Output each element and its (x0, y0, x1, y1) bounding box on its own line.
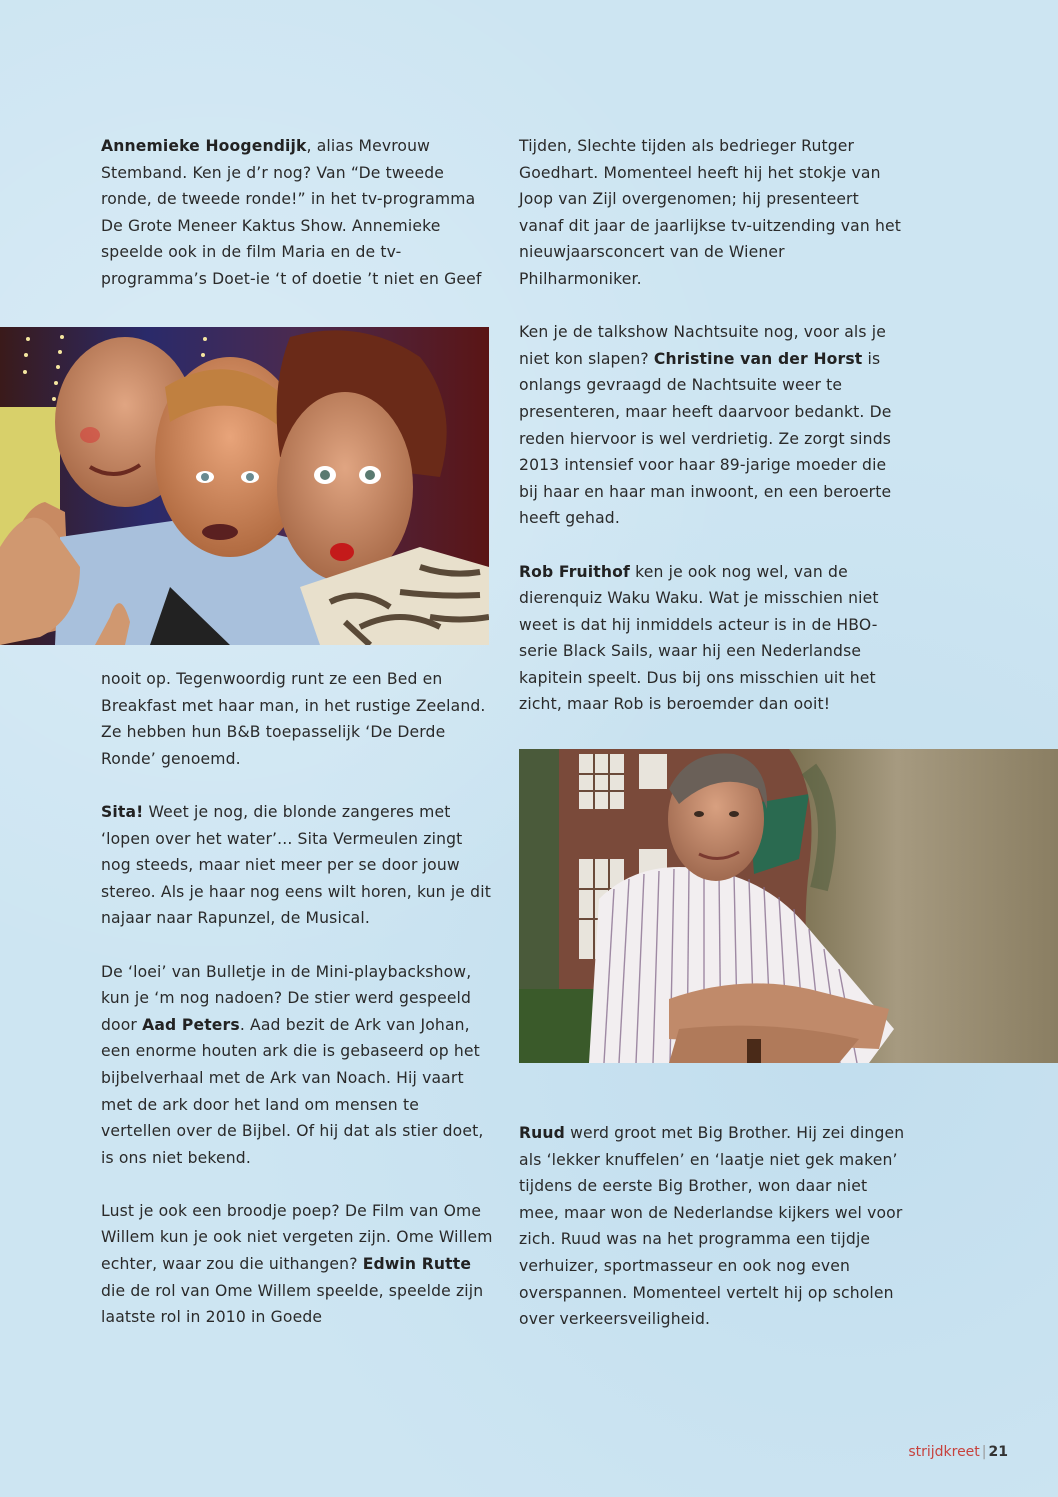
paragraph-ruud: Ruud werd groot met Big Brother. Hij zei dingen als ‘lekker knuffelen’ en ‘laatje niet gek maken’ tijdens de eerste Big Brother, won daar niet mee, maar won de Nederlandse kijkers wel voor zich. Ruud was na het programma een tijdje verhuizer, sportmasseur en ook nog even overspannen. Momenteel vertelt hij op scholen over verkeersveiligheid. (519, 1124, 905, 1329)
name-edwin-rutte: Edwin Rutte (362, 1255, 472, 1274)
name-christine-van-der-horst: Christine van der Horst (653, 349, 863, 368)
left-column-top (101, 133, 493, 293)
paragraph-annemieke: Annemieke Hoogendijk, alias Mevrouw Stemband. Ken je d’r nog? Van “De tweede ronde, de tweede ronde!” in het tv-programma De Grote Meneer Kaktus Show. Annemieke speelde ook in de film Maria en de tv-programma’s Doet-ie ‘t of doetie ’t niet en Geef (101, 137, 482, 288)
photo-performers (0, 327, 489, 645)
name-annemieke: Annemieke Hoogendijk (101, 137, 307, 155)
magazine-name: strijdkreet (908, 1444, 980, 1460)
name-aad-peters: Aad Peters (142, 1015, 240, 1034)
photo-performers-image (0, 327, 489, 645)
paragraph-annemieke-continued: nooit op. Tegenwoordig runt ze een Bed en Breakfast met haar man, in het rustige Zeeland. Ze hebben hun B&B toepasselijk ‘De Derde Ronde’ genoemd. (101, 670, 486, 768)
page-number: 21 (988, 1444, 1008, 1460)
left-column-bottom (101, 666, 493, 1331)
paragraph-christine: Ken je de talkshow Nachtsuite nog, voor als je niet kon slapen? Christine van der Horst is onlangs gevraagd de Nachtsuite weer te presenteren, maar heeft daarvoor bedankt. De reden hiervoor is wel verdrietig. Ze zorgt sinds 2013 intensief voor haar 89-jarige moeder die bij haar en haar man inwoont, en een beroerte heeft gehad. (519, 323, 892, 528)
paragraph-edwin-continued: Tijden, Slechte tijden als bedrieger Rutger Goedhart. Momenteel heeft hij het stokje van Joop van Zijl overgenomen; hij presenteert vanaf dit jaar de jaarlijkse tv-uitzending van het nieuwjaarsconcert van de Wiener Philharmoniker. (519, 137, 902, 288)
photo-man-tree (519, 749, 1058, 1063)
name-rob-fruithof: Rob Fruithof (519, 562, 630, 581)
name-ruud: Ruud (519, 1124, 565, 1142)
paragraph-aad: De ‘loei’ van Bulletje in de Mini-playbackshow, kun je ‘m nog nadoen? De stier werd gespeeld door Aad Peters. Aad bezit de Ark van Johan, een enorme houten ark die is gebaseerd op het bijbelverhaal met de Ark van Noach. Hij vaart met de ark door het land om mensen te vertellen over de Bijbel. Of hij dat als stier doet, is ons niet bekend. (101, 962, 484, 1167)
footer-separator: | (981, 1444, 987, 1460)
right-column-top (519, 133, 904, 718)
paragraph-rob: Rob Fruithof ken je ook nog wel, van de dierenquiz Waku Waku. Wat je misschien niet weet is dat hij inmiddels acteur is in de HBO-serie Black Sails, waar hij een Nederlandse kapitein speelt. Dus bij ons misschien uit het zicht, maar Rob is beroemder dan ooit! (519, 562, 879, 714)
name-sita: Sita! (101, 802, 144, 821)
page-footer (908, 1444, 1008, 1460)
photo-man-tree-image (519, 749, 1058, 1063)
right-column-bottom (519, 1120, 909, 1333)
paragraph-edwin: Lust je ook een broodje poep? De Film van Ome Willem kun je ook niet vergeten zijn. Ome Willem echter, waar zou die uithangen? Edwin Rutte die de rol van Ome Willem speelde, speelde zijn laatste rol in 2010 in Goede (101, 1201, 493, 1327)
paragraph-sita: Sita! Weet je nog, die blonde zangeres met ‘lopen over het water’... Sita Vermeulen zingt nog steeds, maar niet meer per se door jouw stereo. Als je haar nog eens wilt horen, kun je dit najaar naar Rapunzel, de Musical. (101, 802, 491, 928)
